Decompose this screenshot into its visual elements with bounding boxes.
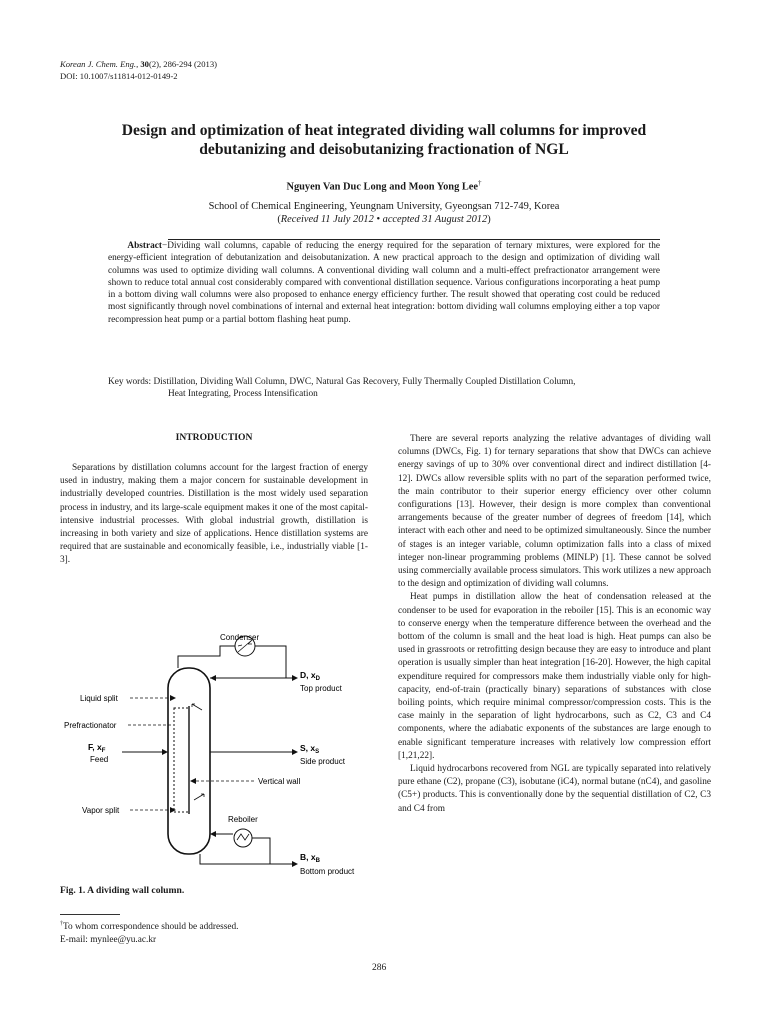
side-product-label: Side product — [300, 757, 345, 766]
journal-volume: 30 — [140, 59, 149, 69]
dividing-wall-column-figure — [60, 628, 380, 880]
reboiler-label: Reboiler — [228, 815, 258, 824]
intro-paragraph-2: There are several reports analyzing the relative advantages of dividing wall columns (DWCs, Fig. 1) for ternary separations that show that DWCs can achieve energy savings of up to 30% over conventional direct and indirect distillation [4-12]. DWCs allow reversible splits with no part of the separation performed twice, the main contributor to their superior energy efficiency over other column configurations [13]. However, their design is more complex than conventional arrangements because of the greater number of degrees of freedom [14], which interact with each other and need to be optimized simultaneously. Since the number of stages is an integer variable, column optimization falls into a class of mixed integer non-linear programming problems (MINLP) [1]. These cannot be solved using commercially available process simulators. This work utilizes a new approach to the design and optimization of dividing wall columns. — [398, 434, 711, 590]
author-footnote-mark: † — [478, 179, 482, 187]
author-names: Nguyen Van Duc Long and Moon Yong Lee — [286, 181, 479, 193]
doi: DOI: 10.1007/s11814-012-0149-2 — [60, 71, 178, 81]
footnote-correspondence: To whom correspondence should be addressed. — [63, 922, 239, 933]
top-product-symbol: D, $x_D$ — [300, 670, 320, 682]
journal-name: Korean J. Chem. Eng. — [60, 59, 137, 69]
title-line-1: Design and optimization of heat integrated dividing wall columns for improved — [121, 122, 647, 139]
vertical-wall-label: Vertical wall — [258, 777, 301, 786]
reboiler-icon — [234, 829, 252, 847]
section-title: INTRODUCTION — [175, 432, 253, 443]
keywords-text-2: Heat Integrating, Process Intensification — [168, 389, 318, 400]
page-number: 286 — [372, 963, 387, 973]
top-product-label: Top product — [300, 684, 342, 693]
condenser-label: Condenser — [220, 633, 260, 642]
feed-symbol: F, $x_F$ — [88, 742, 106, 754]
figure-caption: Fig. 1. A dividing wall column. — [60, 885, 185, 896]
abstract-text: Dividing wall columns, capable of reducing the energy required for the separation of ternary mixtures, were explored for the energy-efficient integration of debutanization and deisobutanization. A new practical approach to the design and optimization of dividing wall columns was used to optimize dividing wall columns. A conventional dividing wall column and a multi-effect prefractionator arrangement were shown to reduce total annual cost considerably compared with conventional distillation sequence. Various configurations incorporating a heat pump in a bottom diving wall columns were also proposed to enhance energy efficiency further. The result showed that operating cost could be reduced most significantly through novel combinations of internal and external heat integration: bottom dividing wall columns employing either a top vapor recompression heat pump or a partial bottom flashing heat pump. — [108, 241, 660, 325]
abstract-label: Abstract — [127, 241, 162, 251]
title-line-2: debutanizing and deisobutanizing fractionation of NGL — [199, 141, 569, 158]
keywords-label: Key words: — [108, 377, 152, 387]
journal-citation: Korean J. Chem. Eng., 30(2), 286-294 (2013) — [60, 59, 217, 69]
journal-issue-pages: (2), 286-294 (2013) — [148, 59, 217, 69]
left-column-text — [60, 462, 368, 568]
prefractionator-label: Prefractionator — [64, 721, 117, 730]
side-product-symbol: S, $x_S$ — [300, 743, 320, 755]
feed-label: Feed — [90, 755, 109, 764]
intro-paragraph-1: Separations by distillation columns account for the largest fraction of energy used in industry, making them a major concern for sustainable development in industrially developed countries. Distillation is the most widely used separation process in industry, and its large-scale equipment makes it one of the most capital-intensive industrial processes. With global industrial growth, distillation is increasing in both variety and size of applications. Hence distillation systems are required that are sustainable and economically feasible, i.e., industrially viable [1-3]. — [60, 463, 368, 566]
vapor-split-arrow — [194, 794, 204, 800]
affiliation-block: School of Chemical Engineering, Yeungnam University, Gyeongsan 712-749, Korea (Received 11 July 2012 • accepted 31 August 2012) — [60, 200, 708, 226]
intro-paragraph-3: Heat pumps in distillation allow the heat of condensation released at the condenser to be used for evaporation in the reboiler [15]. This is an economic way to conserve energy when the temperature difference between the overhead and the bottom of the column is small and the heat load is high. Heat pumps can also be used in grassroots or retrofitting design because they are easy to introduce and plant operation is usually simpler than heat integration [16-20]. However, the high capital expenditure required for compressors make them industrially viable only for high-capacity, end-of-train (practically binary) separations of substances with close boiling points, which require minimal compressor/compression costs. This is the case mainly in the separation of light hydrocarbons, such as C2, C3 and C4 components, where the adiabatic exponents of the substances are large enough to enable significant temperature increases with relatively low compression effort [1,21,22]. — [398, 592, 711, 761]
received-dates: Received 11 July 2012 • accepted 31 August 2012 — [280, 214, 488, 225]
abstract: Abstract−Dividing wall columns, capable of reducing the energy required for the separation of ternary mixtures, were explored for the energy-efficient integration of debutanization and deisobutanization. A new practical approach to the design and optimization of dividing wall columns was used to optimize dividing wall columns. A conventional dividing wall column and a multi-effect prefractionator arrangement were shown to reduce total annual cost considerably compared with conventional distillation sequence. Various configurations incorporating a heat pump in a bottom diving wall columns were also proposed to enhance energy efficiency further. The result showed that operating cost could be reduced most significantly through novel combinations of internal and external heat integration: bottom dividing wall columns employing either a top vapor recompression heat pump or a partial bottom flashing heat pump. — [108, 241, 660, 325]
footnote-email: E-mail: mynlee@yu.ac.kr — [60, 935, 157, 946]
liquid-split-arrow — [192, 704, 202, 710]
paper-title — [60, 121, 708, 159]
right-column-text — [398, 433, 711, 816]
bottom-product-label: Bottom product — [300, 867, 355, 876]
top-product-arrow — [292, 675, 298, 681]
vapor-split-label: Vapor split — [82, 806, 120, 815]
overhead-vapor-line — [178, 646, 235, 668]
bottom-product-symbol: B, $x_B$ — [300, 852, 320, 864]
authors — [60, 179, 708, 192]
affiliation: School of Chemical Engineering, Yeungnam University, Gyeongsan 712-749, Korea — [208, 201, 560, 212]
reflux-arrow — [210, 675, 216, 681]
footnote-rule — [60, 914, 120, 915]
footnotes — [60, 918, 238, 947]
prefractionator-box — [174, 708, 189, 812]
intro-paragraph-4: Liquid hydrocarbons recovered from NGL are typically separated into relatively pure ethane (C2), propane (C3), isobutane (iC4), normal butane (nC4), and gasoline (C5+) products. This is conventionally done by the sequential distillation of C2, C3 and C4 from — [398, 764, 711, 814]
keywords — [108, 376, 668, 401]
liquid-split-label: Liquid split — [80, 694, 118, 703]
keywords-text: Distillation, Dividing Wall Column, DWC, Natural Gas Recovery, Fully Thermally Coupled Distillation Column, — [153, 377, 576, 387]
footnote-mark: † — [60, 921, 63, 927]
